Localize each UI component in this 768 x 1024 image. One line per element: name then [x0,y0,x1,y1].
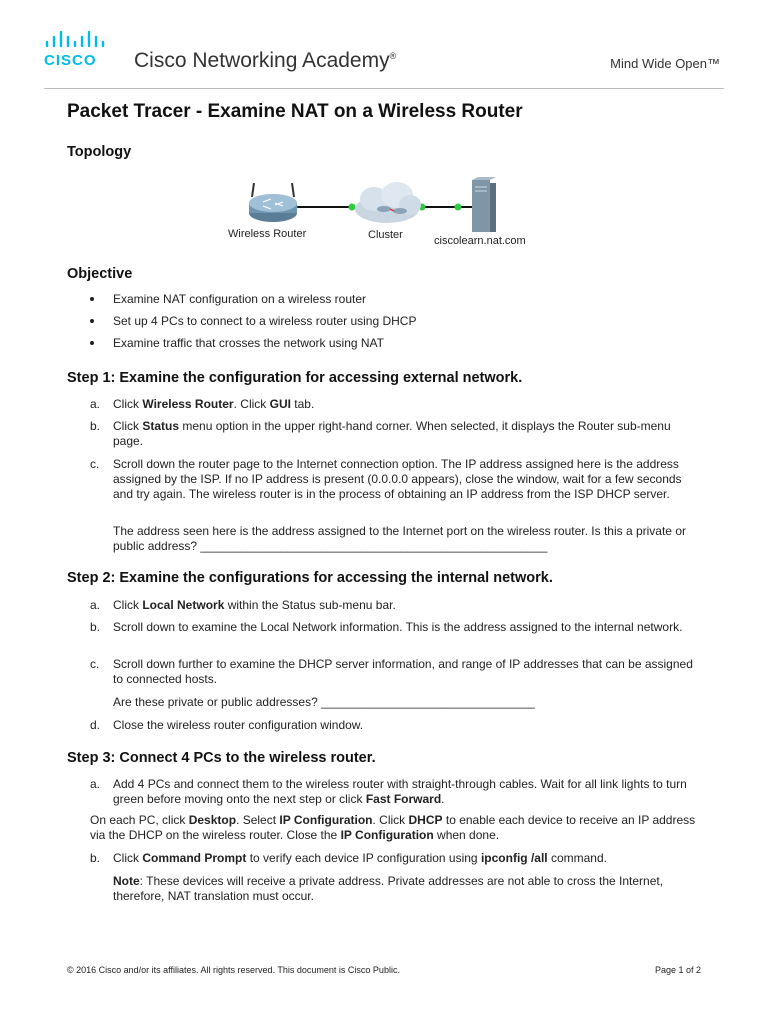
objective-heading: Objective [67,266,133,282]
header-divider [44,88,724,89]
topology-heading: Topology [67,144,132,160]
footer-copyright: © 2016 Cisco and/or its affiliates. All rights reserved. This document is Cisco Public. [67,965,400,975]
tagline: Mind Wide Open™ [610,56,720,71]
router-label: Wireless Router [228,228,307,240]
page-title: Packet Tracer - Examine NAT on a Wireless Router [67,101,523,122]
step3-note: Note: These devices will receive a private address. Private addresses are not able to cross the Internet, therefore, NAT translation must occur. [113,874,664,903]
bullet-icon [90,319,94,323]
page-header [0,0,768,92]
link-light-icon [455,204,462,211]
academy-title: Cisco Networking Academy® [134,49,397,72]
cluster-cloud-icon [355,182,421,223]
step1-heading: Step 1: Examine the configuration for accessing external network. [67,370,523,386]
link-light-icon [349,204,356,211]
step3-heading: Step 3: Connect 4 PCs to the wireless router. [67,750,376,766]
cisco-wordmark: CISCO [44,52,97,69]
footer-page-number: Page 1 of 2 [654,965,701,975]
bullet-icon [90,341,94,345]
step1-question: The address seen here is the address assigned to the Internet port on the wireless router. Is this a private or public address? ____________________________________________________ [113,524,686,553]
step2-heading: Step 2: Examine the configurations for accessing the internal network. [67,570,553,586]
cisco-logo-icon [44,30,114,50]
cluster-label: Cluster [368,229,403,241]
server-label: ciscolearn.nat.com [434,235,526,247]
wireless-router-icon [249,183,297,222]
bullet-icon [90,297,94,301]
step2-question: Are these private or public addresses? ________________________________ [113,695,535,709]
topology-diagram [222,175,552,255]
step3-desktop-paragraph: On each PC, click Desktop. Select IP Configuration. Click DHCP to enable each device to receive an IP address via the DHCP on the wireless router. Close the IP Configuration when done. [90,813,696,842]
server-icon [472,177,496,232]
